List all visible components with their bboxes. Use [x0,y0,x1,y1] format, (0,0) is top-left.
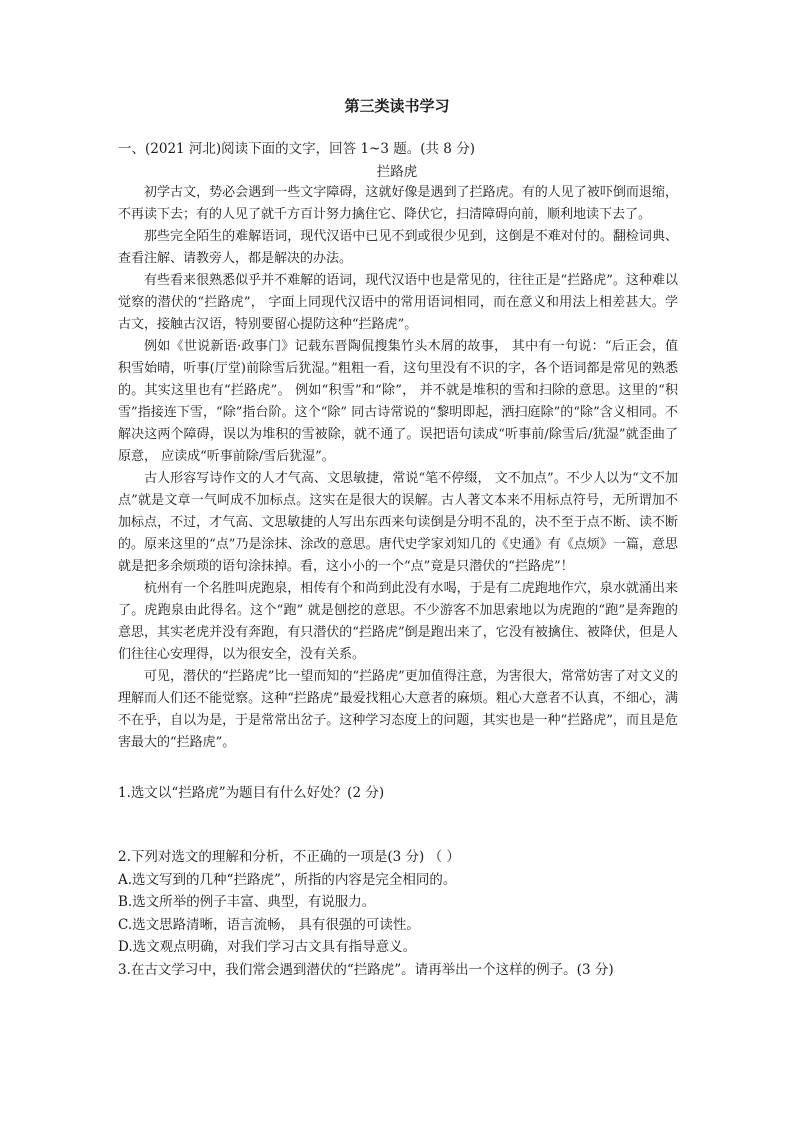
article-paragraph: 有些看来很熟悉似乎并不难解的语词，现代汉语中也是常见的，往往正是“拦路虎”。这种难以觉察的潜伏的“拦路虎”， 字面上同现代汉语中的常用语词相同，而在意义和用法上相差甚大。学古文，接触古汉语，特别要留心提防这种“拦路虎”。 [118,273,678,332]
option-b: B.选文所举的例子丰富、典型，有说服力。 [118,894,376,910]
question-1-block [118,782,688,805]
option-c: C.选文思路清晰，语言流畅， 具有很强的可读性。 [118,916,420,933]
option-d: D.选文观点明确，对我们学习古文具有指导意义。 [118,939,417,955]
article-paragraph: 古人形容写诗作文的人才气高、文思敏捷，常说“笔不停缀， 文不加点”。不少人以为“文不加点”就是文章一气呵成不加标点。这实在是很大的误解。古人著文本来不用标点符号，无所谓加不加标点，不过，才气高、文思敏捷的人写出东西来句读倒是分明不乱的，决不至于点不断、读不断的。原来这里的“点”乃是涂抹、涂改的意思。唐代史学家刘知几的《史通》有《点烦》一篇，意思就是把多余烦琐的语句涂抹掉。看，这小小的一个“点”竟是只潜伏的“拦路虎”！ [118,471,678,574]
question-2-3-block [118,846,688,981]
question-1: 1.选文以“拦路虎”为题目有什么好处？(2 分) [118,785,385,801]
question-3: 3.在古文学习中，我们常会遇到潜伏的“拦路虎”。请再举出一个这样的例子。(3 分) [118,961,614,978]
article-paragraph: 那些完全陌生的难解语词，现代汉语中已见不到或很少见到，这倒是不难对付的。翻检词典、查看注解、请教旁人，都是解决的办法。 [118,229,678,266]
question-2: 2.下列对选文的理解和分析，不正确的一项是(3 分) （ ） [118,849,460,865]
option-a: A.选文写到的几种“拦路虎”，所指的内容是完全相同的。 [118,871,457,888]
section-intro: 一、(2021 河北)阅读下面的文字，回答 1~3 题。(共 8 分) [118,141,475,157]
article-paragraph: 例如《世说新语·政事门》记载东晋陶侃搜集竹头木屑的故事， 其中有一句说：“后正会，值积雪始晴，听事(厅堂)前除雪后犹湿。”粗粗一看，这句里没有不识的字，各个语词都是常见的熟悉的。其实这里也有“拦路虎”。 例如“积雪”和“除”， 并不就是堆积的雪和扫除的意思。这里的“积雪”指接连下雪，“除”指台阶。这个“除” 同古诗常说的“黎明即起，洒扫庭除”的“除”含义相同。不解决这两个障碍，误以为堆积的雪被除，就不通了。误把语句读成“听事前/除雪后/犹湿”就歪曲了原意， 应读成“听事前除/雪后犹湿”。 [118,339,678,464]
article-paragraph: 杭州有一个名胜叫虎跑泉，相传有个和尚到此没有水喝，于是有二虎跑地作穴，泉水就涌出来了。虎跑泉由此得名。这个“跑” 就是刨挖的意思。不少游客不加思索地以为虎跑的“跑”是奔跑的意思，其实老虎并没有奔跑，有只潜伏的“拦路虎”倒是跑出来了，它没有被擒住、被降伏，但是人们往往心安理得，以为很安全，没有关系。 [118,581,678,662]
article-title: 拦路虎 [376,164,418,180]
article-body [118,182,678,754]
article-paragraph: 可见，潜伏的“拦路虎”比一望而知的“拦路虎”更加值得注意，为害很大，常常妨害了对文义的理解而人们还不能觉察。这种“拦路虎”最爱找粗心大意者的麻烦。粗心大意者不认真，不细心，满不在乎，自以为是，于是常常出岔子。这种学习态度上的问题，其实也是一种“拦路虎”，而且是危害最大的“拦路虎”。 [118,669,678,750]
article-paragraph: 初学古文，势必会遇到一些文字障碍，这就好像是遇到了拦路虎。有的人见了被吓倒而退缩， 不再读下去；有的人见了就千方百计努力擒住它、降伏它，扫清障碍向前，顺利地读下去了。 [118,185,678,222]
page-title: 第三类读书学习 [344,97,450,115]
